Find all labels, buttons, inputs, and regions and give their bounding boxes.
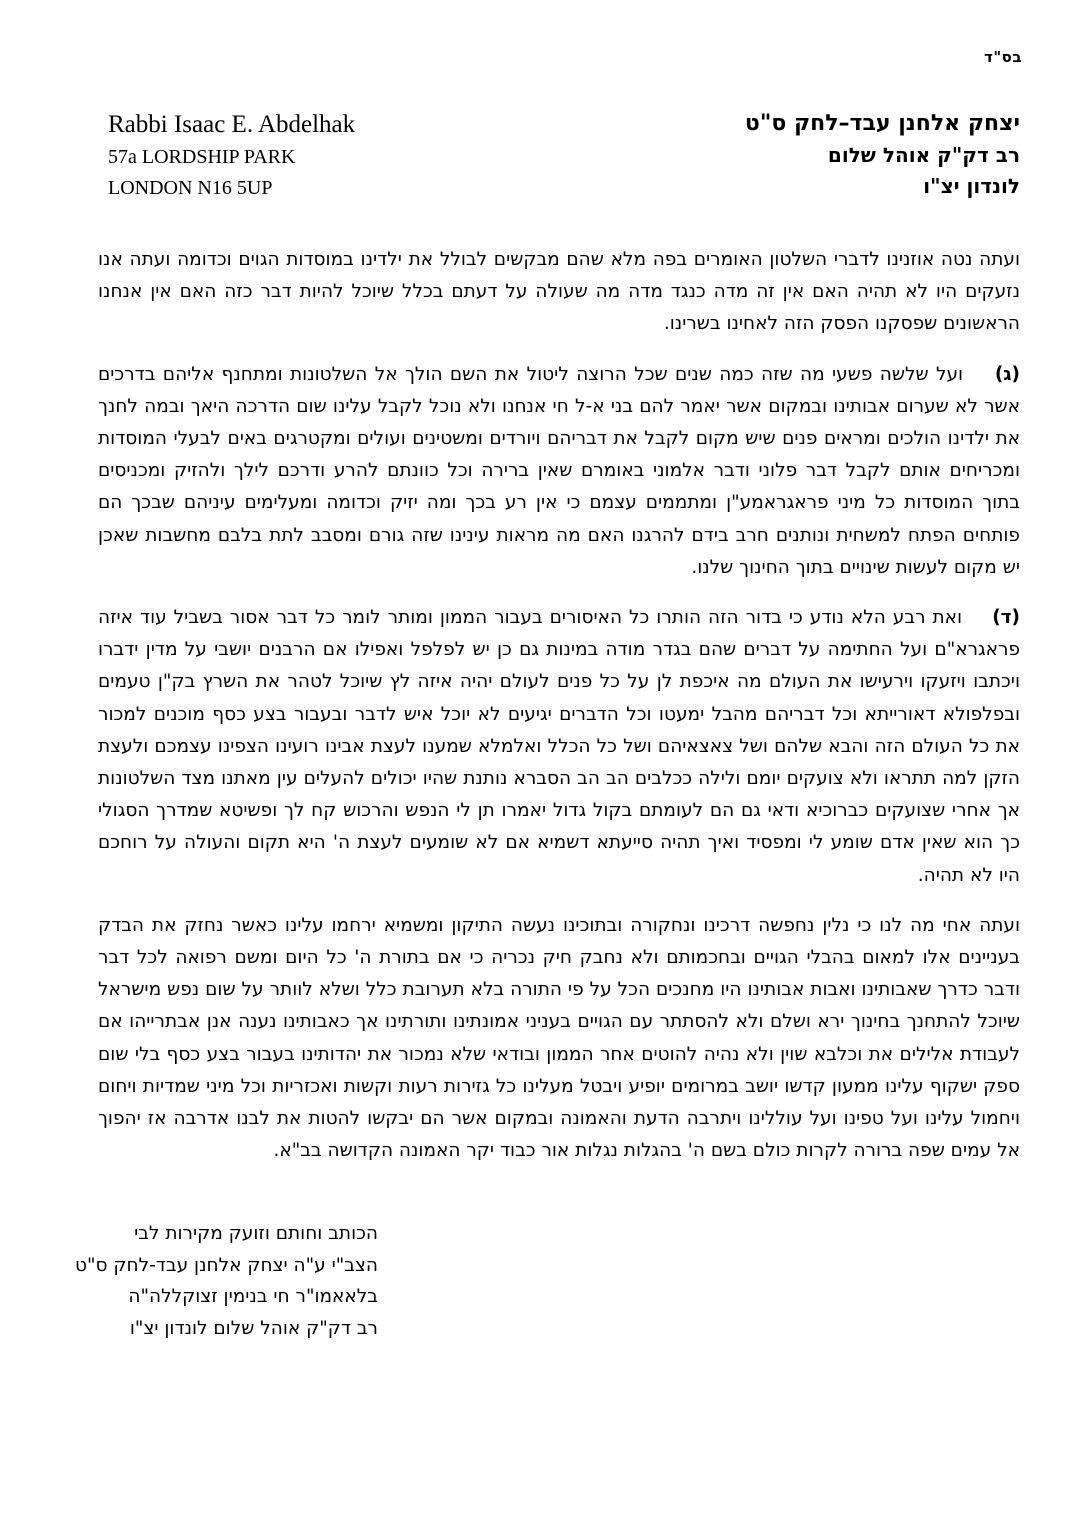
rabbi-title-hebrew: רב דק"ק אוהל שלום bbox=[827, 143, 1020, 167]
paragraph-text-4: ועתה אחי מה לנו כי נלין נחפשה דרכינו ונחקורה ובתוכינו נעשה התיקון ומשמיא ירחמו עלינו כאשר נחזק את הבדק בעניינים אלו למאום בהבלי הגויים ובחכמותם ולא נחבק חיק נכריה כי אם בתורת ה' כל היום ומשם רפואה לכל דבר ודבר כדרך שאבותינו ואבות אבותינו היו מחנכים הכל על פי התורה בלא תערובת כלל ושלא לוותר על שום נפש מישראל שיוכל להתחנך בחינוך ירא ושלם ולא להסתתר עם הגויים בעניני אמונתינו ותורתינו אך כאבותינו נענה אנן אבתרייהו אם לעבודת אלילים את וכלבא שוין ולא נהיה להוטים אחר הממון ובודאי שלא נמכור את יהדותינו בעבור בצע כסף בלי שום ספק ישקוף עלינו ממעון קדשו יושב במרומים יופיע ויבטל מעלינו כל גזירות רעות וקשות ואכזריות וכל מיני שמדיות ויחום ויחמול עלינו ועל טפינו ועל עוללינו ויתרבה הדעת והאמונה ובמקום אשר הם יבקשו להטות את לבנו אדרבה אז יהפוך אל עמים שפה ברורה לקרות כולם בשם ה' בהגלות נגלות אור כבוד יקר האמונה הקדושה בב"א. bbox=[98, 914, 1020, 1162]
paragraph-4 bbox=[98, 910, 1020, 1168]
address-line-2: LONDON N16 5UP bbox=[108, 177, 273, 199]
signature-line-1: הכותב וחותם וזועק מקירות לבי bbox=[134, 1223, 378, 1244]
address-line-1: 57a LORDSHIP PARK bbox=[108, 146, 296, 168]
rabbi-name-hebrew: יצחק אלחנן עבד–לחק ס"ט bbox=[744, 111, 1020, 136]
paragraph-marker-gimel: (ג) bbox=[994, 363, 1020, 385]
paragraph-text-2: ועל שלשה פשעי מה שזה כמה שנים שכל הרוצה ליטול את השם הולך אל השלטונות ומתחנף אליהם בדרכים אשר לא שערום אבותינו ובמקום אשר יאמר להם בני א-ל חי אנחנו ולא נוכל לקבל עלינו שום הדרכה היאך ובמה לחנך את ילדינו הולכים ומראים פנים שיש מקום לקבל את דבריהם ויורדים ומשטינים ועולים ומקטרגים באים לבעלי המוסדות ומכריחים אותם לקבל דבר פלוני ודבר אלמוני באומרם שאין ברירה וכל כוונתם להרע ודרכם לילך ולהזיק ומכניסים בתוך המוסדות כל מיני פראגראמע"ן ומתממים עצמם כי אין רע בכך ומה יזיק וכדומה ומעלימים עיניהם שבכך הם פותחים הפתח למשחית ונותנים חרב בידם להרגנו האם מה מראות עינינו שזה גורם ומסבב לתת בלבם מחשבות שאכן יש מקום לעשות שינויים בתוך החינוך שלנו. bbox=[98, 363, 1020, 578]
paragraph-text-3: ואת רבע הלא נודע כי בדור הזה הותרו כל האיסורים בעבור הממון ומותר לומר כל דבר אסור בשביל עוד איזה פראגרא"ם ועל החתימה על דברים שהם בגדר מודה במינות גם כן יש לפלפל ואפילו אם הרבנים יושבי על מדין ידברו ויכתבו ויזעקו וירעישו את העולם מה איכפת לן על כל פנים לעולם יהיה איזה לץ שיוכל לטהר את השרץ בק"ן טעמים ובפלפולא דאורייתא וכל דבריהם מהבל ימעטו וכל הדברים יגיעים לא יוכל איש לדבר ובעבור בצע כסף מוכנים למכור את כל העולם הזה והבא שלהם ושל צאצאיהם ושל כל הכלל ואלמלא שמענו לעצת אבינו רועינו הצפינו עצמכם ולעצת הזקן למה תתראו ולא צועקים יומם ולילה ככלבים הב הב הסברא נותנת שהיו יכולים להעלים עין מאתנו מצד השלטונות אך אחרי שצועקים כברוכיא ודאי גם הם לעומתם בקול גדול יאמרו תן לי הנפש והרכוש קח לך ופשיטא שמדרך הסגולי כך הוא שאין אדם שומע לי ומפסיד ואיך תהיה סייעתא דשמיא אם לא שומעים לעצת ה' היא תקום והעולה על רוחכם היו לא תהיה. bbox=[98, 607, 1020, 886]
paragraph-1 bbox=[98, 244, 1020, 341]
paragraph-3 bbox=[98, 602, 1020, 892]
rabbi-name-english: Rabbi Isaac E. Abdelhak bbox=[108, 111, 356, 138]
letterhead-english bbox=[108, 108, 355, 204]
signature-line-4: רב דק"ק אוהל שלום לונדון יצ"ו bbox=[129, 1317, 378, 1339]
signature-block bbox=[74, 1218, 378, 1344]
letterhead-hebrew bbox=[745, 108, 1020, 202]
signature-line-2: הצב"י ע"ה יצחק אלחנן עבד-לחק ס"ט bbox=[74, 1254, 378, 1276]
letterhead bbox=[98, 108, 1020, 204]
signature-line-3: בלאאמו"ר חי בנימין זצוקללה"ה bbox=[128, 1286, 378, 1307]
paragraph-2 bbox=[98, 359, 1020, 584]
rabbi-city-hebrew: לונדון יצ"ו bbox=[923, 174, 1020, 198]
letter-body bbox=[98, 244, 1020, 1167]
bsd-mark: בס"ד bbox=[984, 48, 1022, 66]
paragraph-marker-dalet: (ד) bbox=[992, 607, 1020, 629]
paragraph-text-1: ועתה נטה אוזנינו לדברי השלטון האומרים בפה מלא שהם מבקשים לבולל את ילדינו במוסדות הגוים וכדומה ועתה אנו נזעקים היו לא תהיה האם אין זה מדה כנגד מדה מה שעולה על דעתם בכלל שיוכל להיות דבר כזה האם אין אנחנו הראשונים שפסקנו הפסק הזה לאחינו בשרינו. bbox=[98, 249, 1020, 335]
